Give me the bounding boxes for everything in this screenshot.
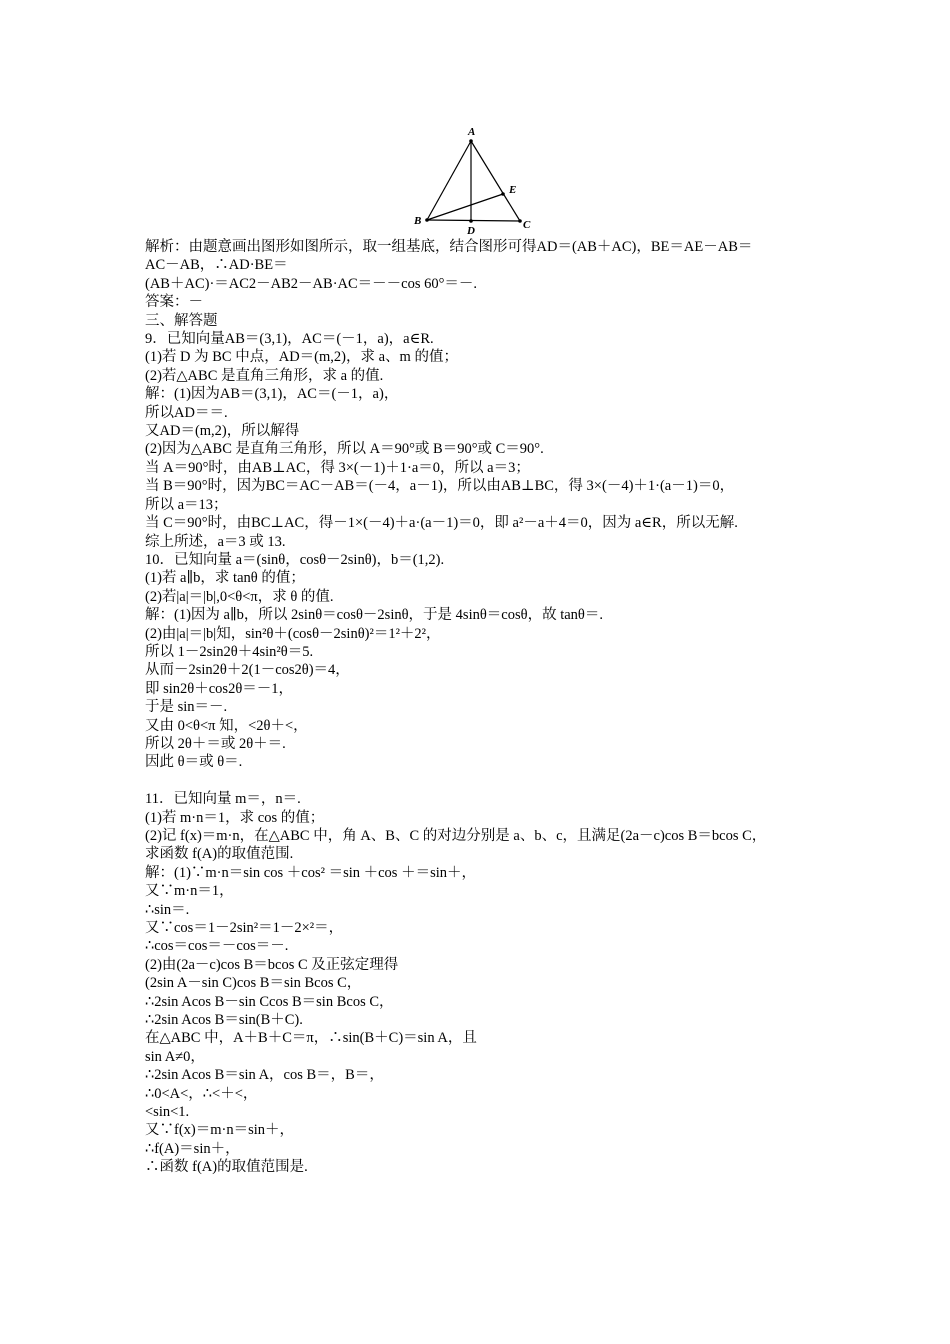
edge-ab [427,141,471,220]
text-line: ∴2sin Acos B＝sin A，cos B＝，B＝， [145,1067,384,1084]
text-line: 在△ABC 中，A＋B＋C＝π，∴sin(B＋C)＝sin A，且 [145,1030,477,1047]
text-line: 解：(1)因为AB＝(3,1)，AC＝(－1，a)， [145,386,399,403]
text-line: ∴sin＝. [145,901,190,918]
text-line: 综上所述，a＝3 或 13. [145,533,286,550]
text-line: (1)若 a∥b，求 tanθ 的值； [145,570,305,587]
label-d: D [467,225,475,237]
text-line: 当 C＝90°时，由BC⊥AC，得－1×(－4)＋a·(a－1)＝0，即 a²－a＋4＝0，因为 a∈R，所以无解. [145,515,738,532]
label-a: A [468,126,476,138]
text-line: 又∵f(x)＝m·n＝sin＋， [145,1122,295,1139]
text-line: 当 B＝90°时，因为BC＝AC－AB＝(－4，a－1)，所以由AB⊥BC，得 3×(－4)＋1·(a－1)＝0， [145,478,735,495]
text-line: (2)由(2a－c)cos B＝bcos C 及正弦定理得 [145,956,399,973]
text-line: 求函数 f(A)的取值范围. [145,846,294,863]
point-d [469,219,473,223]
text-line: (1)若 D 为 BC 中点，AD＝(m,2)，求 a、m 的值； [145,349,458,366]
text-line: 因此 θ＝或 θ＝. [145,754,243,771]
section-heading: 三、解答题 [145,312,218,329]
text-line: 所以 1－2sin2θ＋4sin²θ＝5. [145,643,314,660]
text-line: (2sin A－sin C)cos B＝sin Bcos C， [145,975,362,992]
text-line: (2)因为△ABC 是直角三角形，所以 A＝90°或 B＝90°或 C＝90°. [145,441,544,458]
text-line: 又由 0<θ<π 知，<2θ＋<， [145,717,308,734]
problem-9-statement: 9．已知向量AB＝(3,1)，AC＝(－1，a)，a∈R. [145,331,434,348]
text-line: (2)若△ABC 是直角三角形，求 a 的值. [145,367,384,384]
label-e: E [509,184,517,196]
blank-line [145,772,815,790]
text-line: 又∵m·n＝1， [145,883,234,900]
problem-10-statement: 10．已知向量 a＝(sinθ，cosθ－2sinθ)，b＝(1,2). [145,551,445,568]
text-line: ∴0<A<，∴<＋<， [145,1085,258,1102]
text-line: 于是 sin＝－. [145,699,228,716]
label-b: B [414,215,422,227]
text-line: <sin<1. [145,1104,190,1121]
point-c [518,219,522,223]
triangle-figure [405,122,545,237]
text-line: 解：(1)因为 a∥b，所以 2sinθ＝cosθ－2sinθ，于是 4sinθ＝cosθ，故 tanθ＝. [145,607,603,624]
text-line: 当 A＝90°时，由AB⊥AC，得 3×(－1)＋1·a＝0，所以 a＝3； [145,459,530,476]
label-c: C [523,219,531,231]
solution-text [145,238,815,1177]
text-line: 所以 2θ＋＝或 2θ＋＝. [145,735,286,752]
text-line: sin A≠0， [145,1048,205,1065]
text-line: ∴2sin Acos B＝sin(B＋C). [145,1012,303,1029]
point-e [501,192,505,196]
text-line: AC－AB，∴AD·BE＝ [145,257,288,274]
text-line: ∴2sin Acos B－sin Ccos B＝sin Bcos C， [145,993,394,1010]
text-line: (2)由|a|＝|b|知，sin²θ＋(cosθ－2sinθ)²＝1²＋2²， [145,625,441,642]
edge-bc [427,220,520,221]
text-line: 又AD＝(m,2)，所以解得 [145,423,300,440]
text-line: ∴f(A)＝sin＋， [145,1140,240,1157]
text-line: ∴cos＝cos＝－cos＝－. [145,938,289,955]
text-line: 所以AD＝＝. [145,404,228,421]
text-line: 所以 a＝13； [145,496,228,513]
edge-ac [471,141,520,221]
text-line: 答案：－ [145,294,203,311]
text-line: (AB＋AC)·＝AC2－AB2－AB·AC＝－－cos 60°＝－. [145,275,478,292]
text-line: ∴函数 f(A)的取值范围是. [145,1159,308,1176]
problem-11-statement: 11．已知向量 m＝，n＝. [145,791,301,808]
text-line: (2)若|a|＝|b|,0<θ<π，求 θ 的值. [145,588,334,605]
text-line: 解：(1)∵m·n＝sin cos ＋cos² ＝sin ＋cos ＋＝sin＋， [145,864,476,881]
text-line: 又∵cos＝1－2sin²＝1－2×²＝， [145,920,344,937]
text-line: 解析：由题意画出图形如图所示，取一组基底，结合图形可得AD＝(AB＋AC)，BE＝AE－AB＝ [145,239,753,255]
point-b [425,218,429,222]
text-line: (2)记 f(x)＝m·n，在△ABC 中，角 A、B、C 的对边分别是 a、b、c，且满足(2a－c)cos B＝bcos C， [145,827,767,844]
text-line: 从而－2sin2θ＋2(1－cos2θ)＝4， [145,662,350,679]
point-a [469,139,473,143]
text-line: 即 sin2θ＋cos2θ＝－1， [145,680,294,697]
text-line: (1)若 m·n＝1，求 cos 的值； [145,809,325,826]
segment-be [427,194,503,220]
